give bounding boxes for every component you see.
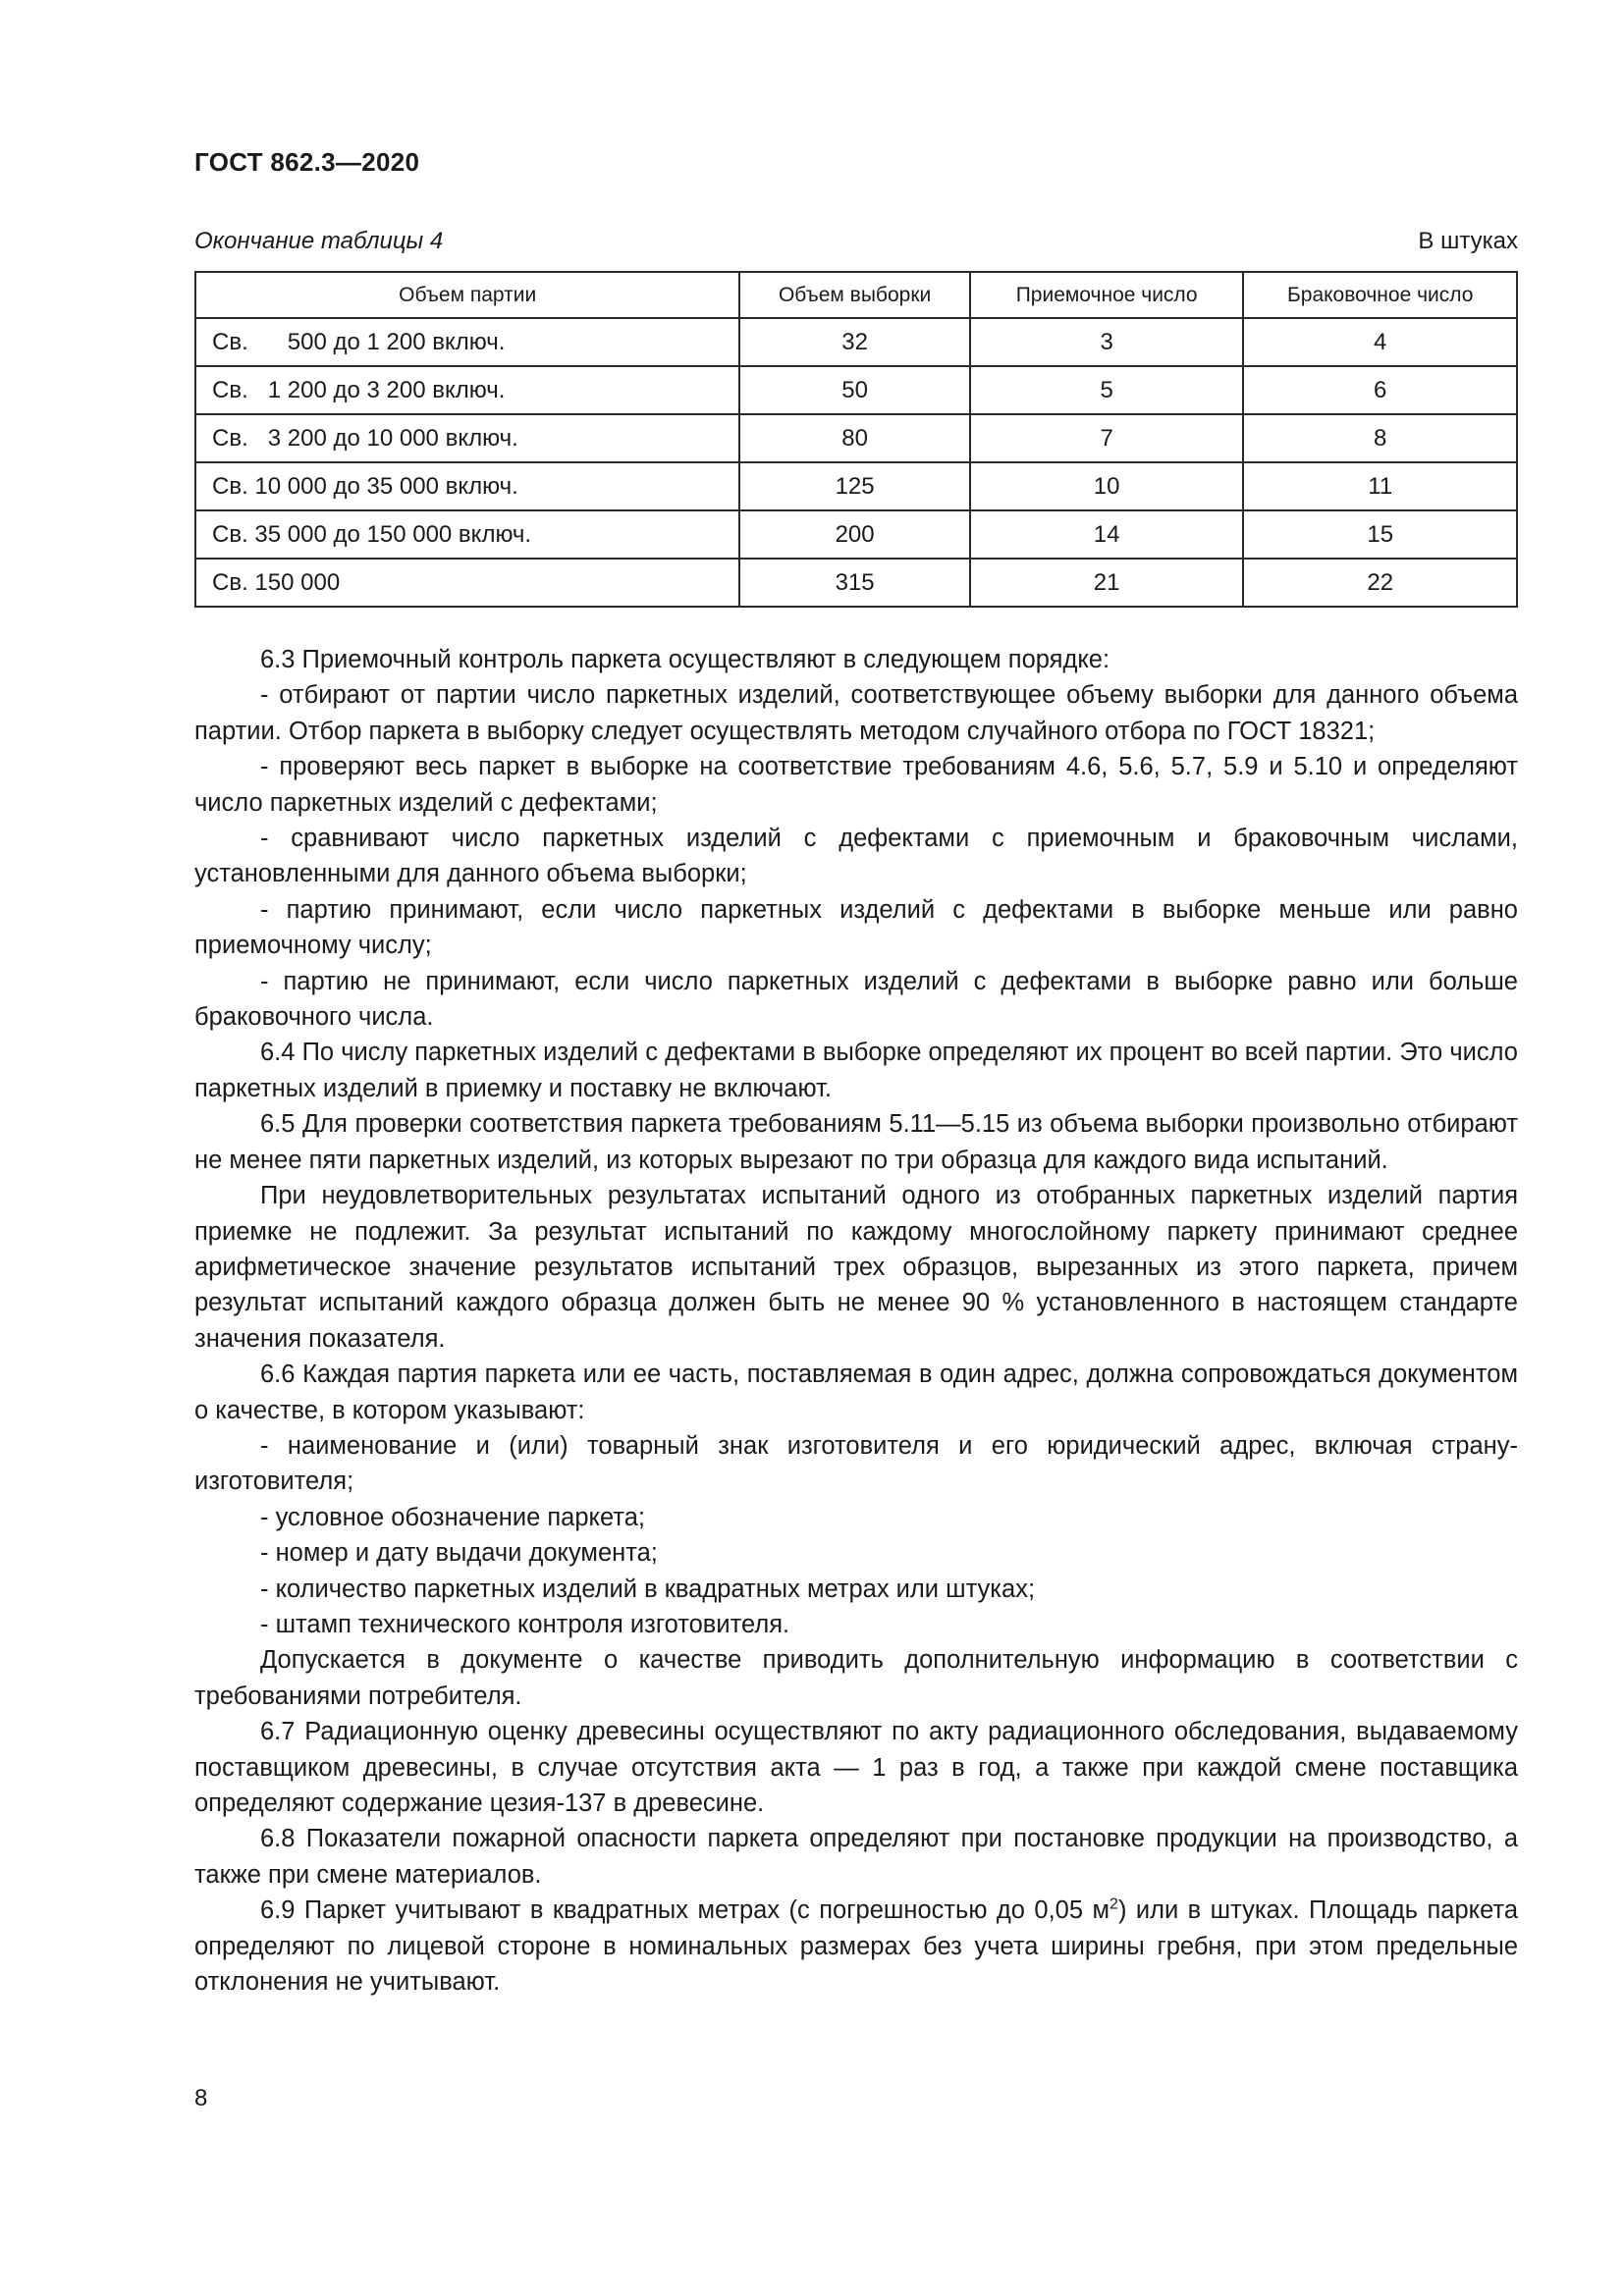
list-item: - проверяют весь паркет в выборке на соответствие требованиям 4.6, 5.6, 5.7, 5.9 и 5.10 и определяют число паркетных изделий с дефектами; [194,753,1518,817]
clause-6-3: 6.3 Приемочный контроль паркета осуществляют в следующем порядке: [260,646,1110,673]
clause-6-7: 6.7 Радиационную оценку древесины осуществляют по акту радиационного обследования, выдаваемому поставщиком древесины, в случае отсутствия акта — 1 раз в год, а также при каждой смене поставщика определяют содержание цезия-137 в древесине. [194,1718,1518,1817]
clause-6-6: 6.6 Каждая партия паркета или ее часть, поставляемая в один адрес, должна сопровождаться документом о качестве, в котором указывают: [194,1361,1518,1424]
cell-acceptance-number: 21 [970,559,1244,607]
clause-6-9 [194,1893,1518,2000]
table-units: В штуках [1418,228,1518,254]
list-item: - партию принимают, если число паркетных изделий с дефектами в выборке меньше или равно приемочному числу; [194,895,1518,960]
clause-6-8: 6.8 Показатели пожарной опасности паркета определяют при постановке продукции на производство, а также при смене материалов. [194,1825,1518,1889]
cell-lot-size: Св. 1 200 до 3 200 включ. [195,366,739,414]
sampling-table [194,271,1518,608]
table-row [195,366,1517,414]
clause-6-4: 6.4 По числу паркетных изделий с дефектами в выборке определяют их процент во всей партии. Это число паркетных изделий в приемку и поставку не включают. [194,1039,1518,1102]
cell-rejection-number: 22 [1243,559,1517,607]
list-item: - условное обозначение паркета; [260,1503,645,1531]
clause-6-9-end: ) или в штуках. Площадь паркета определяют по лицевой стороне в номинальных размерах без учета ширины гребня, при этом предельные отклонения не учитывают. [194,1896,1518,1997]
document-body [194,642,1518,2000]
cell-rejection-number: 4 [1243,318,1517,366]
cell-lot-size: Св. 10 000 до 35 000 включ. [195,462,739,510]
cell-lot-size: Св. 35 000 до 150 000 включ. [195,510,739,559]
list-item: - партию не принимают, если число паркетных изделий с дефектами в выборке равно или больше браковочного числа. [194,967,1518,1032]
list-item: - штамп технического контроля изготовителя. [260,1610,790,1638]
document-header: ГОСТ 862.3—2020 [194,147,420,177]
list-item: - наименование и (или) товарный знак изготовителя и его юридический адрес, включая страну-изготовителя; [194,1431,1518,1496]
cell-acceptance-number: 3 [970,318,1244,366]
cell-rejection-number: 8 [1243,414,1517,462]
cell-sample-size: 32 [739,318,970,366]
table-row [195,462,1517,510]
cell-rejection-number: 15 [1243,510,1517,559]
cell-sample-size: 200 [739,510,970,559]
paragraph: При неудовлетворительных результатах испытаний одного из отобранных паркетных изделий партия приемке не подлежит. За результат испытаний по каждому многослойному паркету принимают среднее арифметическое значение результатов испытаний трех образцов, вырезанных из этого паркета, причем результат испытаний каждого образца должен быть не менее 90 % установленного в настоящем стандарте значения показателя. [194,1182,1518,1353]
table-row [195,414,1517,462]
cell-acceptance-number: 5 [970,366,1244,414]
list-item: - отбирают от партии число паркетных изделий, соответствующее объему выборки для данного объема партии. Отбор паркета в выборку следует осуществлять методом случайного отбора по ГОСТ 18321; [194,681,1518,745]
column-header-lot-size: Объем партии [195,272,739,318]
table-row [195,318,1517,366]
page-number: 8 [194,2085,208,2111]
table-row [195,510,1517,559]
paragraph: Допускается в документе о качестве приводить дополнительную информацию в соответствии с требованиями потребителя. [194,1646,1518,1710]
list-item: - номер и дату выдачи документа; [260,1539,658,1568]
superscript-2: 2 [1110,1896,1118,1913]
cell-acceptance-number: 7 [970,414,1244,462]
table-row [195,559,1517,607]
table-caption: Окончание таблицы 4 [194,228,444,254]
clause-6-9-start: 6.9 Паркет учитывают в квадратных метрах (с погрешностью до 0,05 м [260,1896,1110,1925]
list-item: - сравнивают число паркетных изделий с дефектами с приемочным и браковочным числами, установленными для данного объема выборки; [194,825,1518,888]
cell-lot-size: Св. 500 до 1 200 включ. [195,318,739,366]
column-header-sample-size: Объем выборки [739,272,970,318]
table-header-row [195,272,1517,318]
column-header-rejection-number: Браковочное число [1243,272,1517,318]
cell-acceptance-number: 14 [970,510,1244,559]
cell-rejection-number: 11 [1243,462,1517,510]
column-header-acceptance-number: Приемочное число [970,272,1244,318]
cell-sample-size: 125 [739,462,970,510]
cell-lot-size: Св. 150 000 [195,559,739,607]
clause-6-5: 6.5 Для проверки соответствия паркета требованиям 5.11—5.15 из объема выборки произвольно отбирают не менее пяти паркетных изделий, из которых вырезают по три образца для каждого вида испытаний. [194,1110,1518,1174]
cell-sample-size: 80 [739,414,970,462]
cell-sample-size: 50 [739,366,970,414]
cell-rejection-number: 6 [1243,366,1517,414]
list-item: - количество паркетных изделий в квадратных метрах или штуках; [260,1575,1036,1603]
cell-acceptance-number: 10 [970,462,1244,510]
cell-lot-size: Св. 3 200 до 10 000 включ. [195,414,739,462]
cell-sample-size: 315 [739,559,970,607]
